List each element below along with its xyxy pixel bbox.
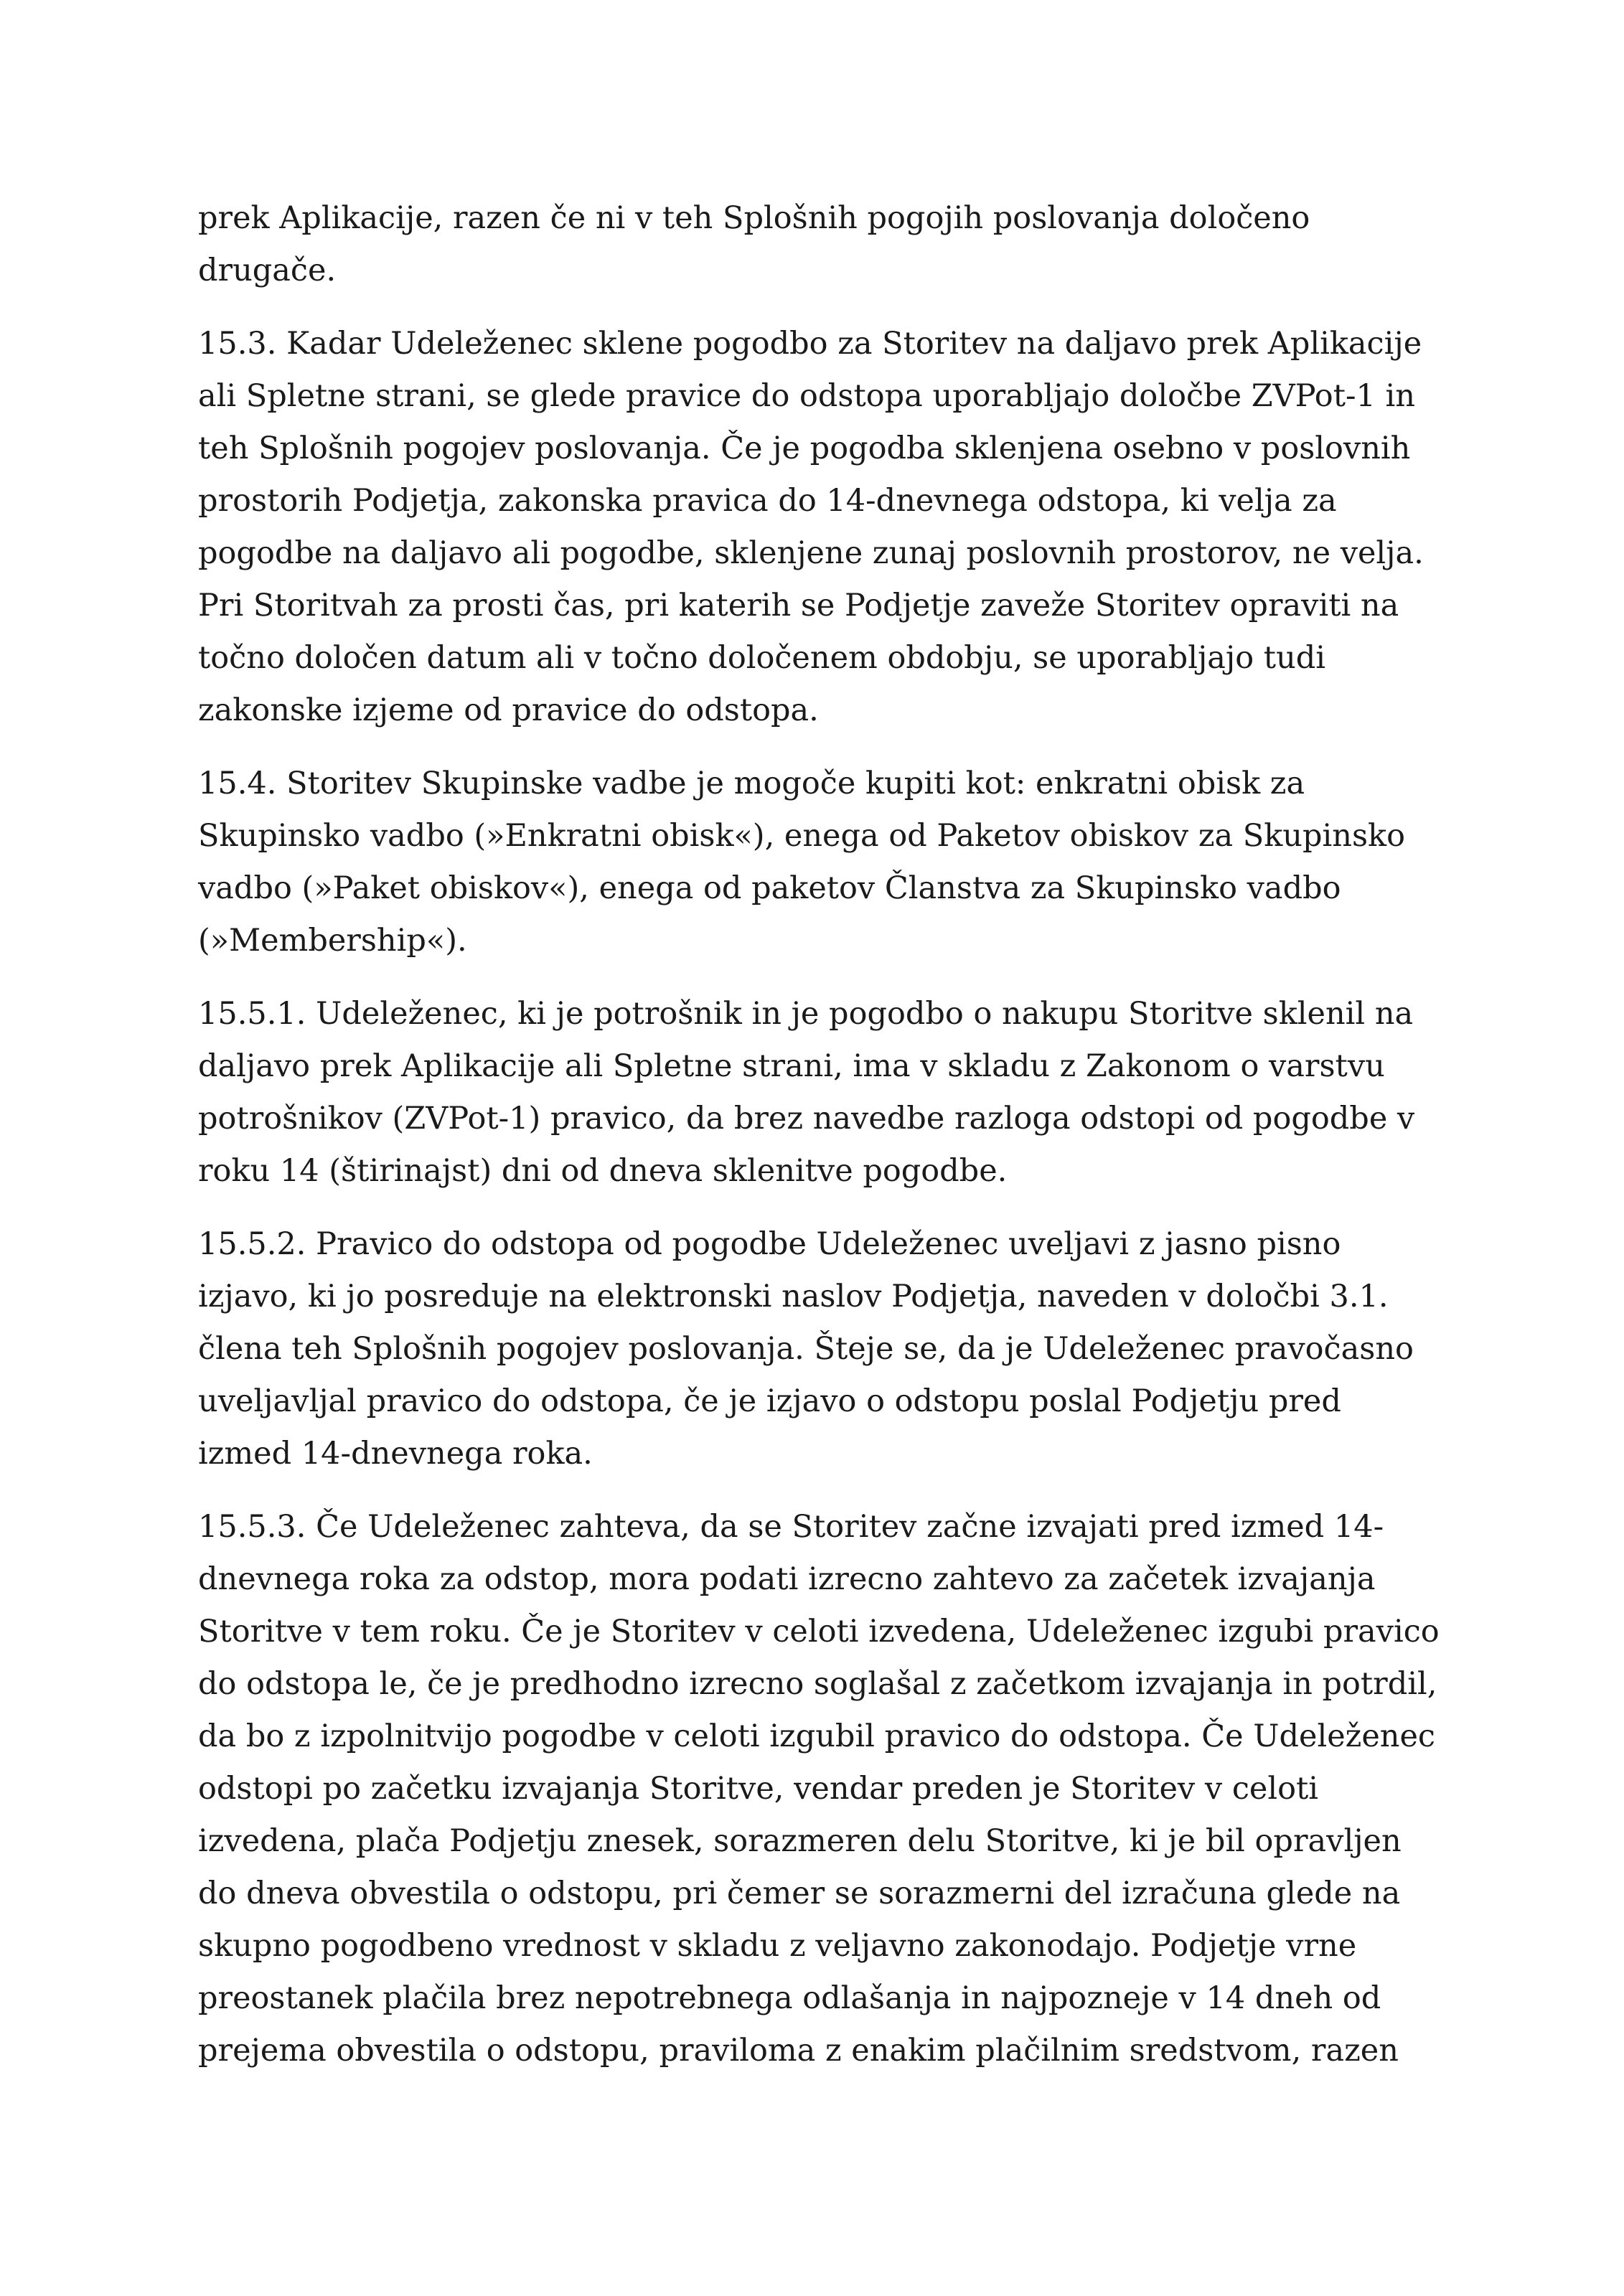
text-line: roku 14 (štirinajst) dni od dneva sklenitve pogodbe. bbox=[198, 1153, 1008, 1189]
document-body bbox=[198, 192, 1461, 2098]
text-line: točno določen datum ali v točno določenem obdobju, se uporabljajo tudi bbox=[198, 640, 1326, 676]
paragraph-15-5-3 bbox=[198, 1501, 1461, 2077]
text-line: do odstopa le, če je predhodno izrecno soglašal z začetkom izvajanja in potrdil, bbox=[198, 1666, 1437, 1702]
text-line: potrošnikov (ZVPot-1) pravico, da brez navedbe razloga odstopi od pogodbe v bbox=[198, 1101, 1415, 1137]
text-line: uveljavljal pravico do odstopa, če je izjavo o odstopu poslal Podjetju pred bbox=[198, 1383, 1341, 1419]
text-line: daljavo prek Aplikacije ali Spletne strani, ima v skladu z Zakonom o varstvu bbox=[198, 1048, 1385, 1084]
text-line: do dneva obvestila o odstopu, pri čemer se sorazmerni del izračuna glede na bbox=[198, 1876, 1401, 1911]
paragraph-15-5-2 bbox=[198, 1218, 1461, 1480]
text-line: izmed 14-dnevnega roka. bbox=[198, 1436, 593, 1472]
text-line: Storitve v tem roku. Če je Storitev v celoti izvedena, Udeleženec izgubi pravico bbox=[198, 1614, 1440, 1650]
paragraph-continuation bbox=[198, 192, 1461, 297]
text-line: 15.3. Kadar Udeleženec sklene pogodbo za Storitev na daljavo prek Aplikacije bbox=[198, 326, 1422, 362]
text-line: Pri Storitvah za prosti čas, pri katerih se Podjetje zaveže Storitev opraviti na bbox=[198, 588, 1399, 624]
text-line: izjavo, ki jo posreduje na elektronski naslov Podjetja, naveden v določbi 3.1. bbox=[198, 1279, 1389, 1314]
text-line: teh Splošnih pogojev poslovanja. Če je pogodba sklenjena osebno v poslovnih bbox=[198, 430, 1411, 466]
text-line: odstopi po začetku izvajanja Storitve, vendar preden je Storitev v celoti bbox=[198, 1771, 1319, 1807]
text-line: prostorih Podjetja, zakonska pravica do 14-dnevnega odstopa, ki velja za bbox=[198, 483, 1337, 519]
text-line: drugače. bbox=[198, 253, 337, 288]
text-line: 15.5.3. Če Udeleženec zahteva, da se Storitev začne izvajati pred izmed 14- bbox=[198, 1509, 1384, 1545]
text-line: člena teh Splošnih pogojev poslovanja. Šteje se, da je Udeleženec pravočasno bbox=[198, 1331, 1414, 1367]
text-line: zakonske izjeme od pravice do odstopa. bbox=[198, 692, 819, 728]
text-line: 15.4. Storitev Skupinske vadbe je mogoče kupiti kot: enkratni obisk za bbox=[198, 766, 1305, 801]
text-line: prejema obvestila o odstopu, praviloma z enakim plačilnim sredstvom, razen bbox=[198, 2033, 1399, 2069]
text-line: preostanek plačila brez nepotrebnega odlašanja in najpozneje v 14 dneh od bbox=[198, 1980, 1381, 2016]
text-line: skupno pogodbeno vrednost v skladu z veljavno zakonodajo. Podjetje vrne bbox=[198, 1928, 1357, 1964]
text-line: ali Spletne strani, se glede pravice do odstopa uporabljajo določbe ZVPot-1 in bbox=[198, 378, 1415, 414]
text-line: izvedena, plača Podjetju znesek, sorazmeren delu Storitve, ki je bil opravljen bbox=[198, 1823, 1402, 1859]
text-line: vadbo (»Paket obiskov«), enega od paketov Članstva za Skupinsko vadbo bbox=[198, 870, 1341, 906]
text-line: Skupinsko vadbo (»Enkratni obisk«), enega od Paketov obiskov za Skupinsko bbox=[198, 818, 1405, 854]
paragraph-15-4 bbox=[198, 758, 1461, 967]
paragraph-15-5-1 bbox=[198, 988, 1461, 1198]
text-line: da bo z izpolnitvijo pogodbe v celoti izgubil pravico do odstopa. Če Udeleženec bbox=[198, 1718, 1436, 1754]
text-line: 15.5.1. Udeleženec, ki je potrošnik in je pogodbo o nakupu Storitve sklenil na bbox=[198, 996, 1414, 1032]
text-line: pogodbe na daljavo ali pogodbe, sklenjene zunaj poslovnih prostorov, ne velja. bbox=[198, 535, 1424, 571]
text-line: prek Aplikacije, razen če ni v teh Splošnih pogojih poslovanja določeno bbox=[198, 200, 1310, 236]
text-line: dnevnega roka za odstop, mora podati izrecno zahtevo za začetek izvajanja bbox=[198, 1561, 1376, 1597]
text-line: 15.5.2. Pravico do odstopa od pogodbe Udeleženec uveljavi z jasno pisno bbox=[198, 1226, 1341, 1262]
paragraph-15-3 bbox=[198, 318, 1461, 737]
text-line: (»Membership«). bbox=[198, 923, 467, 959]
